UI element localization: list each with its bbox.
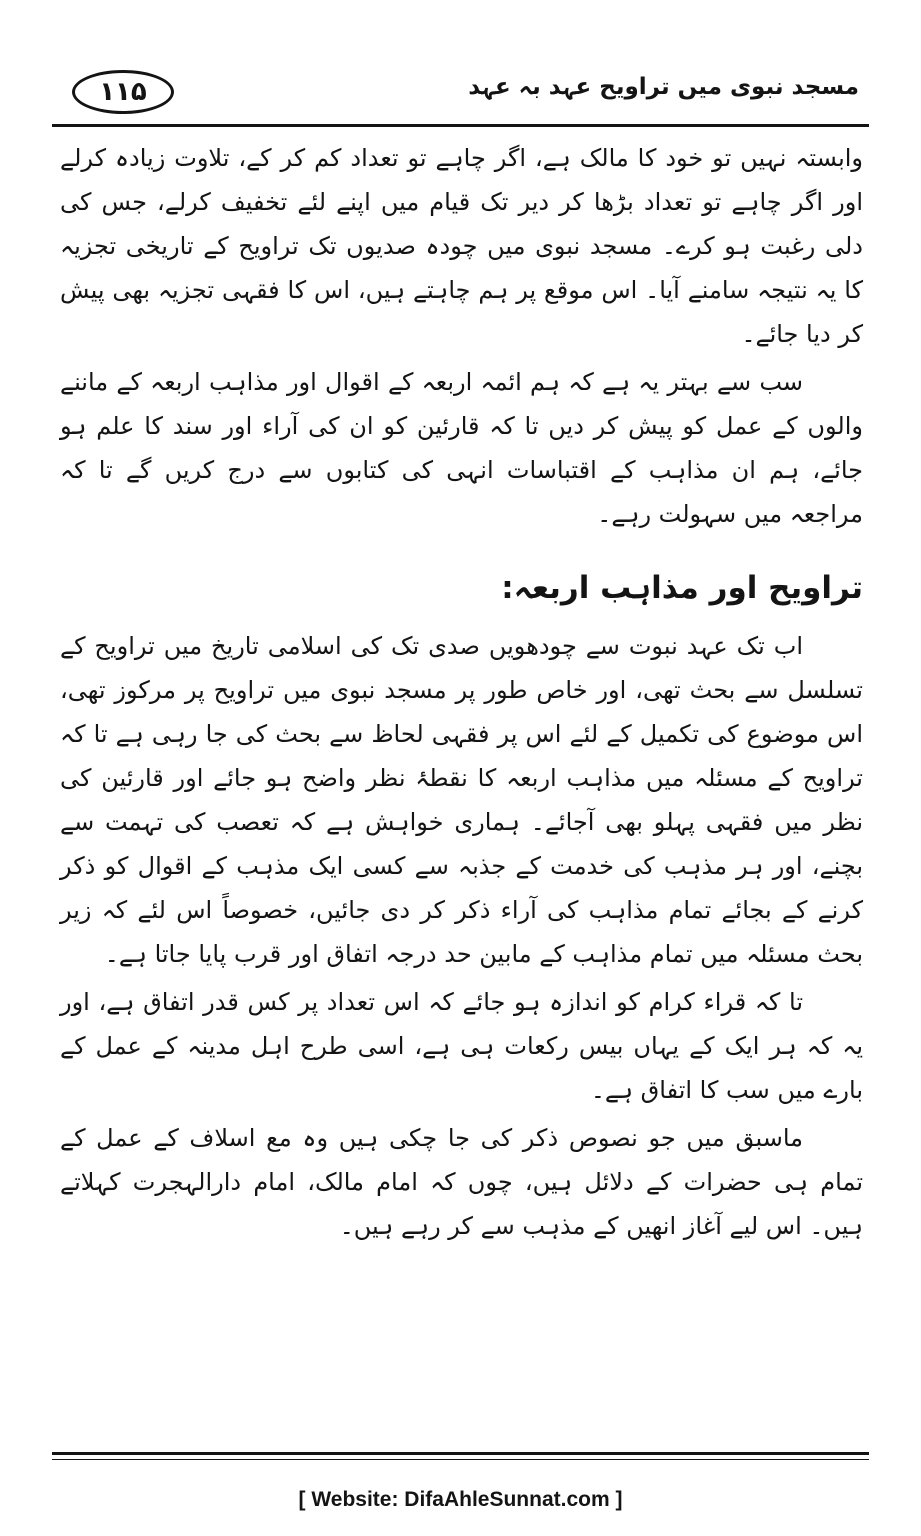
page-header (62, 62, 859, 122)
section-heading: تراویح اور مذاہب اربعہ: (501, 570, 863, 606)
header-rule (52, 124, 869, 127)
paragraph-3: اب تک عہد نبوت سے چودھویں صدی تک کی اسلامی تاریخ میں تراویح کے تسلسل سے بحث تھی، اور خاص طور پر مسجد نبوی میں تراویح پر مرکوز تھی، اس موضوع کی تکمیل کے لئے اس پر فقہی لحاظ سے بحث کی جا رہی ہے تا کہ تراویح کے مسئلہ میں مذاہب اربعہ کا نقطۂ نظر واضح ہو جائے اور قارئین کی نظر میں فقہی پہلو بھی آجائے۔ ہماری خواہش ہے کہ تعصب کی تہمت سے بچنے، اور ہر مذہب کی خدمت کے جذبہ سے کسی ایک مذہب کے اقوال کو ذکر کرنے کے بجائے تمام مذاہب کی آراء ذکر کر دی جائیں، خصوصاً اس لئے کہ زیر بحث مسئلہ میں تمام مذاہب کے مابین حد درجہ اتفاق اور قرب پایا جاتا ہے۔ (60, 632, 863, 968)
footer-rule-thin (52, 1459, 869, 1460)
page-body (60, 136, 863, 1252)
paragraph-5: ماسبق میں جو نصوص ذکر کی جا چکی ہیں وہ مع اسلاف کے عمل کے تمام ہی حضرات کے دلائل ہیں، چوں کہ امام مالک، امام دارالہجرت کہلاتے ہیں۔ اس لیے آغاز انھیں کے مذہب سے کر رہے ہیں۔ (60, 1124, 863, 1240)
page-number-badge (72, 70, 174, 114)
paragraph-2: سب سے بہتر یہ ہے کہ ہم ائمہ اربعہ کے اقوال اور مذاہب اربعہ کے ماننے والوں کے عمل کو پیش کر دیں تا کہ قارئین کو ان کی آراء اور سند کا علم ہو جائے، ہم ان مذاہب کے اقتباسات انہی کی کتابوں سے درج کریں گے تا کہ مراجعہ میں سہولت رہے۔ (60, 368, 863, 528)
footer-rule-thick (52, 1452, 869, 1455)
website-footer: [ Website: DifaAhleSunnat.com ] (298, 1488, 623, 1511)
page-number: ۱۱۵ (99, 77, 147, 107)
running-title: مسجد نبوی میں تراویح عہد بہ عہد (468, 74, 859, 100)
paragraph-4: تا کہ قراء کرام کو اندازہ ہو جائے کہ اس تعداد پر کس قدر اتفاق ہے، اور یہ کہ ہر ایک کے یہاں بیس رکعات ہی ہے، اسی طرح اہل مدینہ کے عمل کے بارے میں سب کا اتفاق ہے۔ (60, 988, 863, 1104)
paragraph-1: وابستہ نہیں تو خود کا مالک ہے، اگر چاہے تو تعداد کم کر کے، تلاوت زیادہ کرلے اور اگر چاہے تو تعداد بڑھا کر دیر تک قیام میں اپنے لئے تخفیف کرلے، جس کی دلی رغبت ہو کرے۔ مسجد نبوی میں چودہ صدیوں تک تراویح کے تاریخی تجزیہ کا یہ نتیجہ سامنے آیا۔ اس موقع پر ہم چاہتے ہیں، اس کا فقہی تجزیہ بھی پیش کر دیا جائے۔ (60, 144, 863, 348)
